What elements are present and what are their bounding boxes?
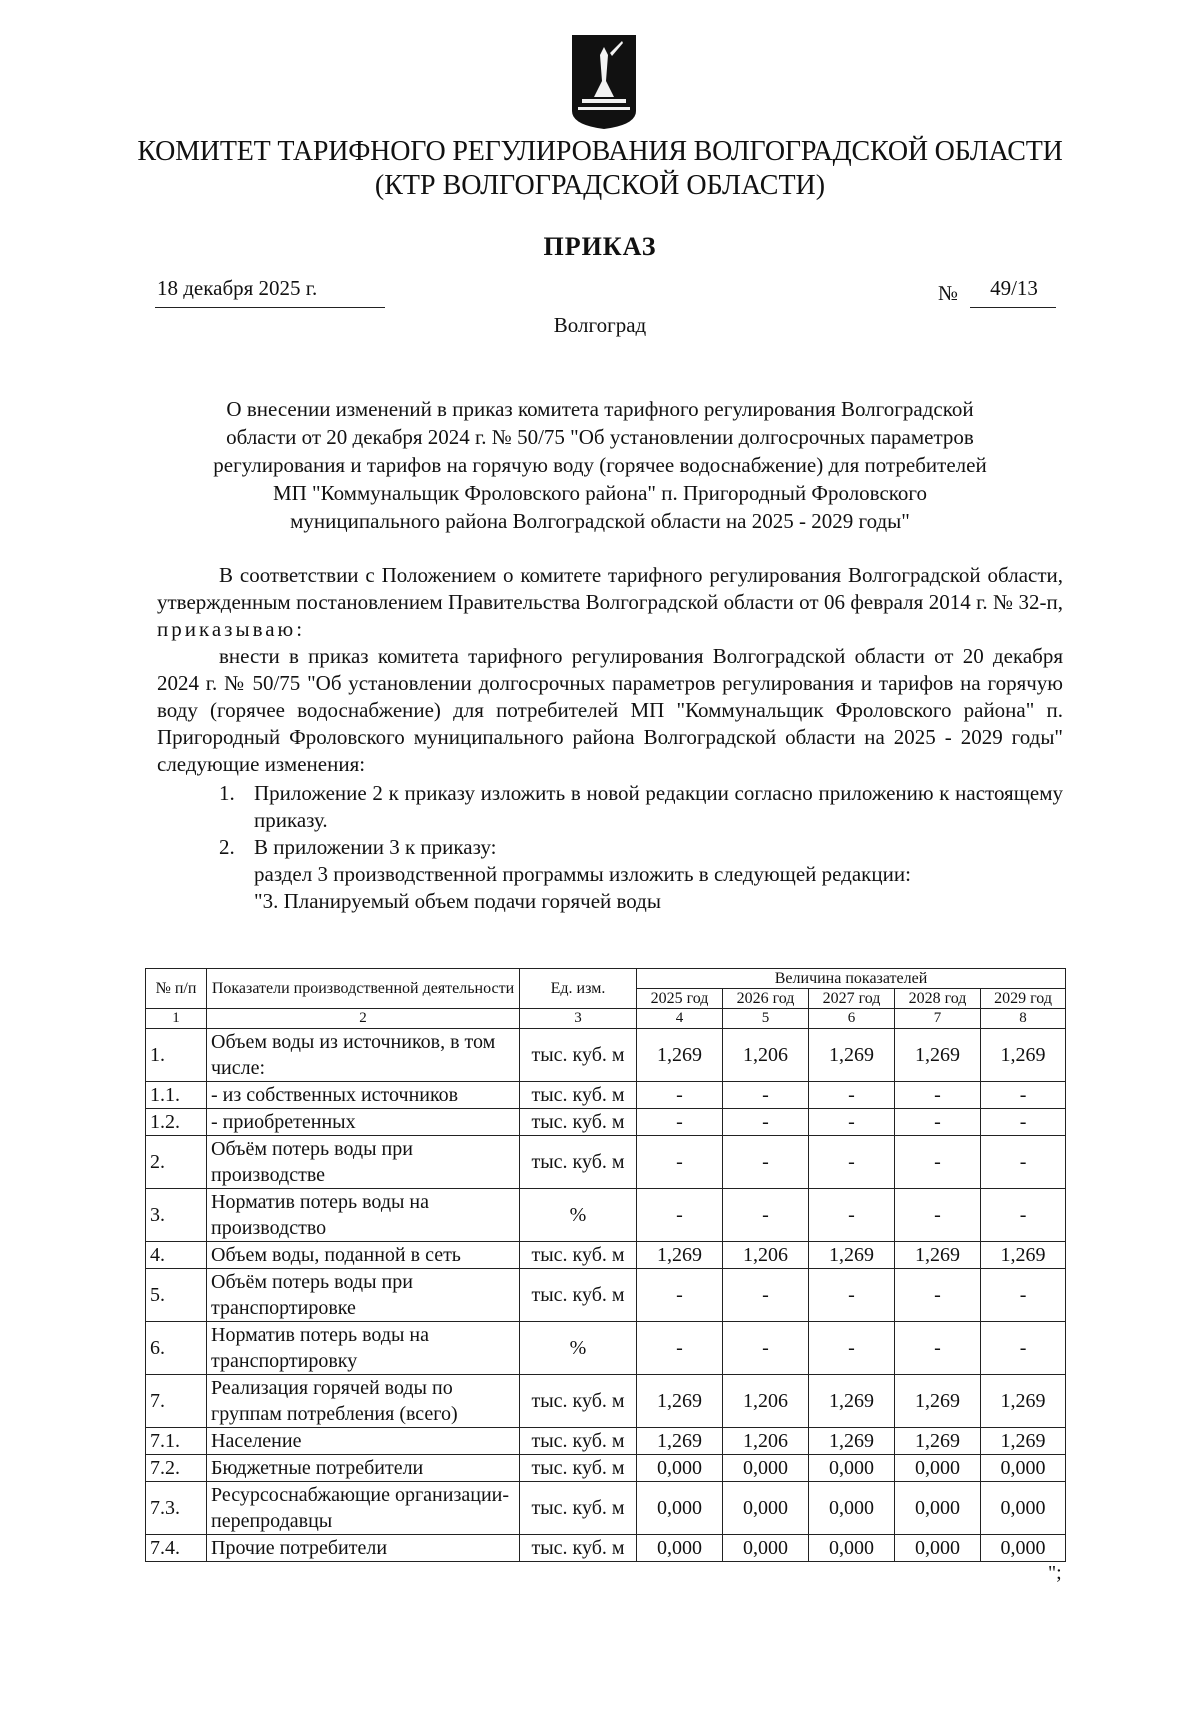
- value-cell: -: [895, 1136, 981, 1189]
- table-row: [146, 1455, 1066, 1482]
- unit-cell: тыс. куб. м: [520, 1535, 637, 1562]
- value-cell: -: [637, 1189, 723, 1242]
- value-cell: 1,269: [981, 1029, 1066, 1082]
- table-row: [146, 1242, 1066, 1269]
- value-cell: -: [981, 1269, 1066, 1322]
- table-row: [146, 1082, 1066, 1109]
- list-item-continuation: [219, 861, 1063, 888]
- header-values-group: Величина показателей: [637, 969, 1066, 989]
- table-row: [146, 1482, 1066, 1535]
- column-number: 2: [207, 1009, 520, 1029]
- list-item-number: 1.: [219, 781, 235, 805]
- value-cell: 1,269: [637, 1428, 723, 1455]
- value-cell: 0,000: [895, 1535, 981, 1562]
- list-item: [219, 834, 1063, 861]
- unit-cell: тыс. куб. м: [520, 1136, 637, 1189]
- value-cell: -: [809, 1109, 895, 1136]
- value-cell: 0,000: [637, 1455, 723, 1482]
- column-number: 3: [520, 1009, 637, 1029]
- preamble-paragraph: [157, 562, 1063, 643]
- indicator-name: Прочие потребители: [207, 1535, 520, 1562]
- value-cell: 1,269: [895, 1428, 981, 1455]
- header-year: 2029 год: [981, 989, 1066, 1009]
- unit-cell: тыс. куб. м: [520, 1029, 637, 1082]
- value-cell: 0,000: [981, 1455, 1066, 1482]
- value-cell: 1,269: [809, 1242, 895, 1269]
- value-cell: -: [895, 1269, 981, 1322]
- date-underline: [155, 307, 385, 308]
- value-cell: 0,000: [723, 1535, 809, 1562]
- row-number: 7.3.: [146, 1482, 207, 1535]
- indicator-name: Норматив потерь воды на транспортировку: [207, 1322, 520, 1375]
- value-cell: 1,206: [723, 1242, 809, 1269]
- table-row: [146, 1189, 1066, 1242]
- value-cell: 1,269: [637, 1242, 723, 1269]
- list-item-text: В приложении 3 к приказу:: [254, 835, 497, 859]
- indicator-name: Норматив потерь воды на производство: [207, 1189, 520, 1242]
- header-year: 2027 год: [809, 989, 895, 1009]
- order-paragraph: внести в приказ комитета тарифного регулирования Волгоградской области от 20 декабря 2024 г. № 50/75 "Об установлении долгосрочных параметров регулирования и тарифов на горячую воду (горячее водоснабжение) для потребителей МП "Коммунальщик Фроловского района" п. Пригородный Фроловского муниципального района Волгоградской области на 2025 - 2029 годы" следующие изменения:: [157, 644, 1063, 776]
- value-cell: -: [723, 1322, 809, 1375]
- value-cell: -: [895, 1189, 981, 1242]
- row-number: 1.: [146, 1029, 207, 1082]
- table-row: [146, 1109, 1066, 1136]
- unit-cell: тыс. куб. м: [520, 1242, 637, 1269]
- organization-name: КОМИТЕТ ТАРИФНОГО РЕГУЛИРОВАНИЯ ВОЛГОГРАДСКОЙ ОБЛАСТИ: [137, 136, 1063, 167]
- column-number: 5: [723, 1009, 809, 1029]
- row-number: 7.1.: [146, 1428, 207, 1455]
- subject-line: муниципального района Волгоградской области на 2025 - 2029 годы": [290, 509, 910, 533]
- value-cell: -: [637, 1109, 723, 1136]
- value-cell: -: [981, 1322, 1066, 1375]
- indicator-name: Население: [207, 1428, 520, 1455]
- indicator-name: Реализация горячей воды по группам потребления (всего): [207, 1375, 520, 1428]
- document-city: Волгоград: [553, 313, 647, 337]
- header-unit: Ед. изм.: [520, 969, 637, 1009]
- table-row: [146, 1029, 1066, 1082]
- value-cell: -: [981, 1136, 1066, 1189]
- value-cell: -: [723, 1269, 809, 1322]
- value-cell: 1,269: [895, 1029, 981, 1082]
- value-cell: 1,269: [637, 1375, 723, 1428]
- unit-cell: тыс. куб. м: [520, 1109, 637, 1136]
- header-year: 2026 год: [723, 989, 809, 1009]
- preamble-text: В соответствии с Положением о комитете тарифного регулирования Волгоградской области, утвержденным постановлением Правительства Волгоградской области от 06 февраля 2014 г. № 32-п,: [157, 563, 1063, 614]
- value-cell: 0,000: [895, 1482, 981, 1535]
- value-cell: 1,269: [981, 1428, 1066, 1455]
- indicator-name: Объем воды, поданной в сеть: [207, 1242, 520, 1269]
- value-cell: -: [723, 1189, 809, 1242]
- list-item-number: 2.: [219, 835, 235, 859]
- value-cell: 0,000: [637, 1535, 723, 1562]
- value-cell: -: [723, 1082, 809, 1109]
- row-number: 1.2.: [146, 1109, 207, 1136]
- subject-line: О внесении изменений в приказ комитета тарифного регулирования Волгоградской: [226, 397, 974, 421]
- section-instruction: раздел 3 производственной программы изложить в следующей редакции:: [254, 862, 911, 886]
- indicator-name: Объём потерь воды при производстве: [207, 1136, 520, 1189]
- value-cell: -: [637, 1322, 723, 1375]
- subject-line: области от 20 декабря 2024 г. № 50/75 "Об установлении долгосрочных параметров: [226, 425, 974, 449]
- value-cell: 1,206: [723, 1375, 809, 1428]
- coat-of-arms-emblem: [570, 33, 638, 131]
- list-item: [219, 780, 1063, 834]
- indicator-name: Объем воды из источников, в том числе:: [207, 1029, 520, 1082]
- value-cell: 0,000: [809, 1482, 895, 1535]
- subject-line: МП "Коммунальщик Фроловского района" п. Пригородный Фроловского: [272, 481, 928, 505]
- number-sign: №: [938, 281, 959, 305]
- header-indicator: Показатели производственной деятельности: [207, 969, 520, 1009]
- table-body: [146, 1029, 1066, 1562]
- table-row: [146, 1269, 1066, 1322]
- organization-abbreviation: (КТР ВОЛГОГРАДСКОЙ ОБЛАСТИ): [374, 170, 826, 201]
- value-cell: 1,269: [981, 1375, 1066, 1428]
- header-num: № п/п: [146, 969, 207, 1009]
- column-number: 7: [895, 1009, 981, 1029]
- value-cell: -: [895, 1082, 981, 1109]
- unit-cell: тыс. куб. м: [520, 1375, 637, 1428]
- column-number: 4: [637, 1009, 723, 1029]
- closing-quote-mark: ";: [1048, 1562, 1062, 1584]
- column-number: 8: [981, 1009, 1066, 1029]
- unit-cell: тыс. куб. м: [520, 1082, 637, 1109]
- row-number: 2.: [146, 1136, 207, 1189]
- value-cell: 0,000: [723, 1455, 809, 1482]
- document-number: 49/13: [990, 276, 1038, 300]
- column-number: 1: [146, 1009, 207, 1029]
- row-number: 3.: [146, 1189, 207, 1242]
- row-number: 7.2.: [146, 1455, 207, 1482]
- indicator-name: Ресурсоснабжающие организации-перепродавцы: [207, 1482, 520, 1535]
- subject-line: регулирования и тарифов на горячую воду (горячее водоснабжение) для потребителей: [213, 453, 987, 477]
- indicator-name: Объём потерь воды при транспортировке: [207, 1269, 520, 1322]
- row-number: 7.: [146, 1375, 207, 1428]
- order-body: [157, 562, 1063, 915]
- value-cell: 0,000: [723, 1482, 809, 1535]
- unit-cell: тыс. куб. м: [520, 1269, 637, 1322]
- changes-list: [219, 780, 1063, 915]
- value-cell: -: [637, 1269, 723, 1322]
- value-cell: 1,269: [809, 1375, 895, 1428]
- value-cell: -: [809, 1082, 895, 1109]
- value-cell: 0,000: [637, 1482, 723, 1535]
- value-cell: -: [981, 1109, 1066, 1136]
- header-year: 2028 год: [895, 989, 981, 1009]
- unit-cell: %: [520, 1322, 637, 1375]
- value-cell: -: [723, 1136, 809, 1189]
- unit-cell: тыс. куб. м: [520, 1455, 637, 1482]
- value-cell: 1,269: [809, 1029, 895, 1082]
- value-cell: 1,269: [637, 1029, 723, 1082]
- unit-cell: %: [520, 1189, 637, 1242]
- table-row: [146, 1428, 1066, 1455]
- value-cell: 0,000: [981, 1482, 1066, 1535]
- document-type-title: ПРИКАЗ: [543, 232, 657, 261]
- row-number: 5.: [146, 1269, 207, 1322]
- header-year: 2025 год: [637, 989, 723, 1009]
- indicator-name: - из собственных источников: [207, 1082, 520, 1109]
- table-row: [146, 1535, 1066, 1562]
- value-cell: 1,206: [723, 1029, 809, 1082]
- value-cell: -: [809, 1322, 895, 1375]
- value-cell: -: [809, 1136, 895, 1189]
- value-cell: -: [637, 1136, 723, 1189]
- document-date: 18 декабря 2025 г.: [157, 276, 318, 300]
- row-number: 6.: [146, 1322, 207, 1375]
- value-cell: -: [895, 1322, 981, 1375]
- row-number: 1.1.: [146, 1082, 207, 1109]
- indicator-name: Бюджетные потребители: [207, 1455, 520, 1482]
- row-number: 7.4.: [146, 1535, 207, 1562]
- value-cell: 1,269: [895, 1375, 981, 1428]
- unit-cell: тыс. куб. м: [520, 1428, 637, 1455]
- section-title: "3. Планируемый объем подачи горячей воды: [254, 889, 661, 913]
- number-underline: [970, 307, 1056, 308]
- list-item-text: Приложение 2 к приказу изложить в новой редакции согласно приложению к настоящему приказу.: [254, 781, 1063, 832]
- value-cell: 1,269: [981, 1242, 1066, 1269]
- list-item-continuation: [219, 888, 1063, 915]
- hot-water-volume-table: [145, 968, 1066, 1562]
- value-cell: 1,206: [723, 1428, 809, 1455]
- table-row: [146, 1375, 1066, 1428]
- unit-cell: тыс. куб. м: [520, 1482, 637, 1535]
- order-subject: [150, 395, 1050, 535]
- value-cell: 1,269: [809, 1428, 895, 1455]
- value-cell: -: [981, 1082, 1066, 1109]
- value-cell: 1,269: [895, 1242, 981, 1269]
- value-cell: 0,000: [981, 1535, 1066, 1562]
- value-cell: -: [981, 1189, 1066, 1242]
- value-cell: -: [809, 1189, 895, 1242]
- value-cell: -: [895, 1109, 981, 1136]
- value-cell: 0,000: [809, 1535, 895, 1562]
- order-keyword: приказываю:: [157, 617, 306, 641]
- value-cell: 0,000: [895, 1455, 981, 1482]
- value-cell: 0,000: [809, 1455, 895, 1482]
- table-row: [146, 1136, 1066, 1189]
- row-number: 4.: [146, 1242, 207, 1269]
- value-cell: -: [723, 1109, 809, 1136]
- table-row: [146, 1322, 1066, 1375]
- column-number: 6: [809, 1009, 895, 1029]
- value-cell: -: [809, 1269, 895, 1322]
- indicator-name: - приобретенных: [207, 1109, 520, 1136]
- value-cell: -: [637, 1082, 723, 1109]
